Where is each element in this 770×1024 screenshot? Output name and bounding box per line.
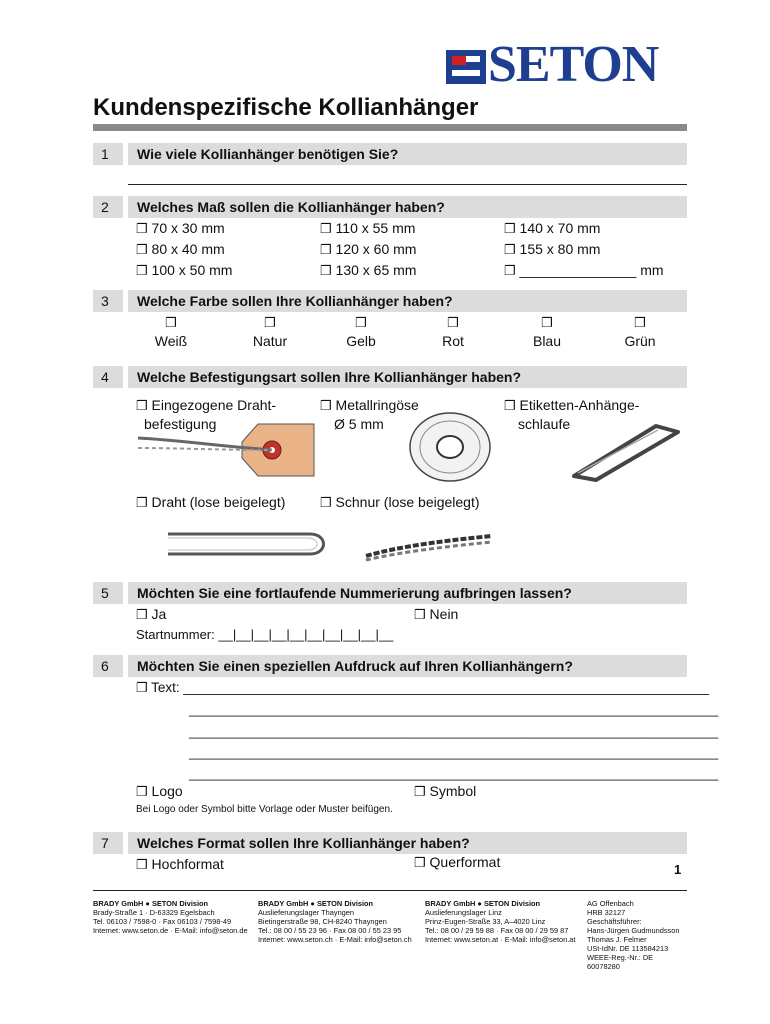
checkbox-icon[interactable]: ❒ <box>320 398 332 413</box>
seton-logo-mark-icon <box>444 42 488 88</box>
checkbox-icon[interactable]: ❒ <box>541 315 553 330</box>
footer-col-registry: AG Offenbach HRB 32127 Geschäftsführer: Hans-Jürgen Gudmundsson Thomas J. Felmer USt-IdNr. DE 113584213 WEEE-Reg.-Nr.: DE 60078280 <box>587 899 680 971</box>
loose-wire-icon <box>160 524 330 564</box>
color-option-rot[interactable]: ❒ Rot <box>442 315 464 349</box>
numbering-yes-option[interactable]: ❒ Ja <box>136 606 167 622</box>
color-option-gelb[interactable]: ❒ Gelb <box>346 315 376 349</box>
title-underline <box>93 124 687 131</box>
attach-option-eyelet[interactable]: ❒ Metallringöse Ø 5 mm <box>320 397 419 432</box>
checkbox-icon[interactable]: ❒ <box>504 221 516 236</box>
checkbox-icon[interactable]: ❒ <box>264 315 276 330</box>
q2-option[interactable]: ❒ 155 x 80 mm <box>504 241 601 257</box>
q2-option[interactable]: ❒ 100 x 50 mm <box>136 262 233 278</box>
checkbox-icon[interactable]: ❒ <box>136 263 148 278</box>
q2-option[interactable]: ❒ 80 x 40 mm <box>136 241 225 257</box>
seton-logo <box>444 36 684 93</box>
loose-string-icon <box>360 528 500 568</box>
checkbox-icon[interactable]: ❒ <box>320 221 332 236</box>
attach-option-loose-string[interactable]: ❒ Schnur (lose beigelegt) <box>320 494 480 510</box>
checkbox-icon[interactable]: ❒ <box>504 398 516 413</box>
q2-number: 2 <box>93 196 123 218</box>
print-symbol-option[interactable]: ❒ Symbol <box>414 783 477 799</box>
attach-option-loop[interactable]: ❒ Etiketten-Anhänge- schlaufe <box>504 397 640 432</box>
start-number-field[interactable]: Startnummer: __|__|__|__|__|__|__|__|__|__ <box>136 627 394 642</box>
checkbox-icon[interactable]: ❒ <box>136 242 148 257</box>
color-option-natur[interactable]: ❒ Natur <box>252 315 288 349</box>
q1-answer-line[interactable] <box>128 184 687 185</box>
q3-number: 3 <box>93 290 123 312</box>
checkbox-icon[interactable]: ❒ <box>136 857 148 872</box>
q4-question: Welche Befestigungsart sollen Ihre Kollianhänger haben? <box>128 366 687 388</box>
q7-number: 7 <box>93 832 123 854</box>
q6-number: 6 <box>93 655 123 677</box>
checkbox-icon[interactable]: ❒ <box>136 221 148 236</box>
checkbox-icon[interactable]: ❒ <box>414 607 426 622</box>
page-number: 1 <box>674 862 682 877</box>
print-logo-option[interactable]: ❒ Logo <box>136 783 183 799</box>
checkbox-icon[interactable]: ❒ <box>504 242 516 257</box>
format-landscape-option[interactable]: ❒ Querformat <box>414 854 501 870</box>
q5-number: 5 <box>93 582 123 604</box>
q1-number: 1 <box>93 143 123 165</box>
color-option-blau[interactable]: ❒ Blau <box>532 315 562 349</box>
checkbox-icon[interactable]: ❒ <box>136 680 148 695</box>
attach-option-loose-wire[interactable]: ❒ Draht (lose beigelegt) <box>136 494 286 510</box>
logo-symbol-note: Bei Logo oder Symbol bitte Vorlage oder Muster beifügen. <box>136 804 393 815</box>
page-title: Kundenspezifische Kollianhänger <box>93 94 479 121</box>
format-portrait-option[interactable]: ❒ Hochformat <box>136 856 224 872</box>
checkbox-icon[interactable]: ❒ <box>634 315 646 330</box>
color-option-gruen[interactable]: ❒ Grün <box>624 315 656 349</box>
checkbox-icon[interactable]: ❒ <box>136 784 148 799</box>
footer-col-switzerland: BRADY GmbH ● SETON Division Auslieferungslager Thayngen Bietingerstraße 98, CH-8240 Thayngen Tel.: 08 00 / 55 23 96 · Fax 08 00 / 55 23 95 Internet: www.seton.ch · E-Mail: info@seton.ch <box>258 899 412 944</box>
q2-option[interactable]: ❒ 70 x 30 mm <box>136 220 225 236</box>
q2-option[interactable]: ❒ 130 x 65 mm <box>320 262 417 278</box>
threaded-wire-tag-icon <box>138 418 316 482</box>
checkbox-icon[interactable]: ❒ <box>447 315 459 330</box>
numbering-no-option[interactable]: ❒ Nein <box>414 606 459 622</box>
footer-col-germany: BRADY GmbH ● SETON Division Brady-Straße 1 · D-63329 Egelsbach Tel. 06103 / 7598-0 · Fax 06103 / 7598-49 Internet: www.seton.de · E-Mail: info@seton.de <box>93 899 248 935</box>
checkbox-icon[interactable]: ❒ <box>320 263 332 278</box>
q2-option[interactable]: ❒ 140 x 70 mm <box>504 220 601 236</box>
metal-eyelet-icon <box>400 410 500 484</box>
q4-number: 4 <box>93 366 123 388</box>
q2-option[interactable]: ❒ 110 x 55 mm <box>320 220 416 236</box>
color-option-weiss[interactable]: ❒ Weiß <box>154 315 188 349</box>
print-text-line[interactable]: ___________________________________________________________________________ <box>189 703 719 717</box>
print-text-line[interactable]: ___________________________________________________________________________ <box>189 725 719 739</box>
footer-col-austria: BRADY GmbH ● SETON Division Auslieferungslager Linz Prinz-Eugen-Straße 33, A–4020 Linz Tel.: 08 00 / 29 59 88 · Fax 08 00 / 29 59 87 Internet: www.seton.at · E-Mail: info@seton.at <box>425 899 576 944</box>
q1-question: Wie viele Kollianhänger benötigen Sie? <box>128 143 687 165</box>
q2-option-custom[interactable]: ❒ _______________ mm <box>504 262 664 278</box>
q2-option[interactable]: ❒ 120 x 60 mm <box>320 241 417 257</box>
checkbox-icon[interactable]: ❒ <box>136 607 148 622</box>
print-text-line[interactable]: ___________________________________________________________________________ <box>189 746 719 760</box>
q6-question: Möchten Sie einen speziellen Aufdruck auf Ihren Kollianhängern? <box>128 655 687 677</box>
checkbox-icon[interactable]: ❒ <box>414 784 426 799</box>
checkbox-icon[interactable]: ❒ <box>136 495 148 510</box>
q7-question: Welches Format sollen Ihre Kollianhänger haben? <box>128 832 687 854</box>
brand-name: SETON <box>488 36 659 93</box>
attach-option-wire-threaded[interactable]: ❒ Eingezogene Draht- befestigung <box>136 397 277 432</box>
checkbox-icon[interactable]: ❒ <box>320 495 332 510</box>
checkbox-icon[interactable]: ❒ <box>165 315 177 330</box>
q5-question: Möchten Sie eine fortlaufende Nummerierung aufbringen lassen? <box>128 582 687 604</box>
tag-loop-icon <box>566 418 686 484</box>
q3-question: Welche Farbe sollen Ihre Kollianhänger haben? <box>128 290 687 312</box>
checkbox-icon[interactable]: ❒ <box>136 398 148 413</box>
print-text-option[interactable]: ❒ Text: ______________________________________________________________________ <box>136 680 709 695</box>
footer-divider <box>93 890 687 891</box>
checkbox-icon[interactable]: ❒ <box>355 315 367 330</box>
checkbox-icon[interactable]: ❒ <box>414 855 426 870</box>
checkbox-icon[interactable]: ❒ <box>320 242 332 257</box>
q2-question: Welches Maß sollen die Kollianhänger haben? <box>128 196 687 218</box>
checkbox-icon[interactable]: ❒ <box>504 263 516 278</box>
print-text-line[interactable]: ___________________________________________________________________________ <box>189 767 719 781</box>
